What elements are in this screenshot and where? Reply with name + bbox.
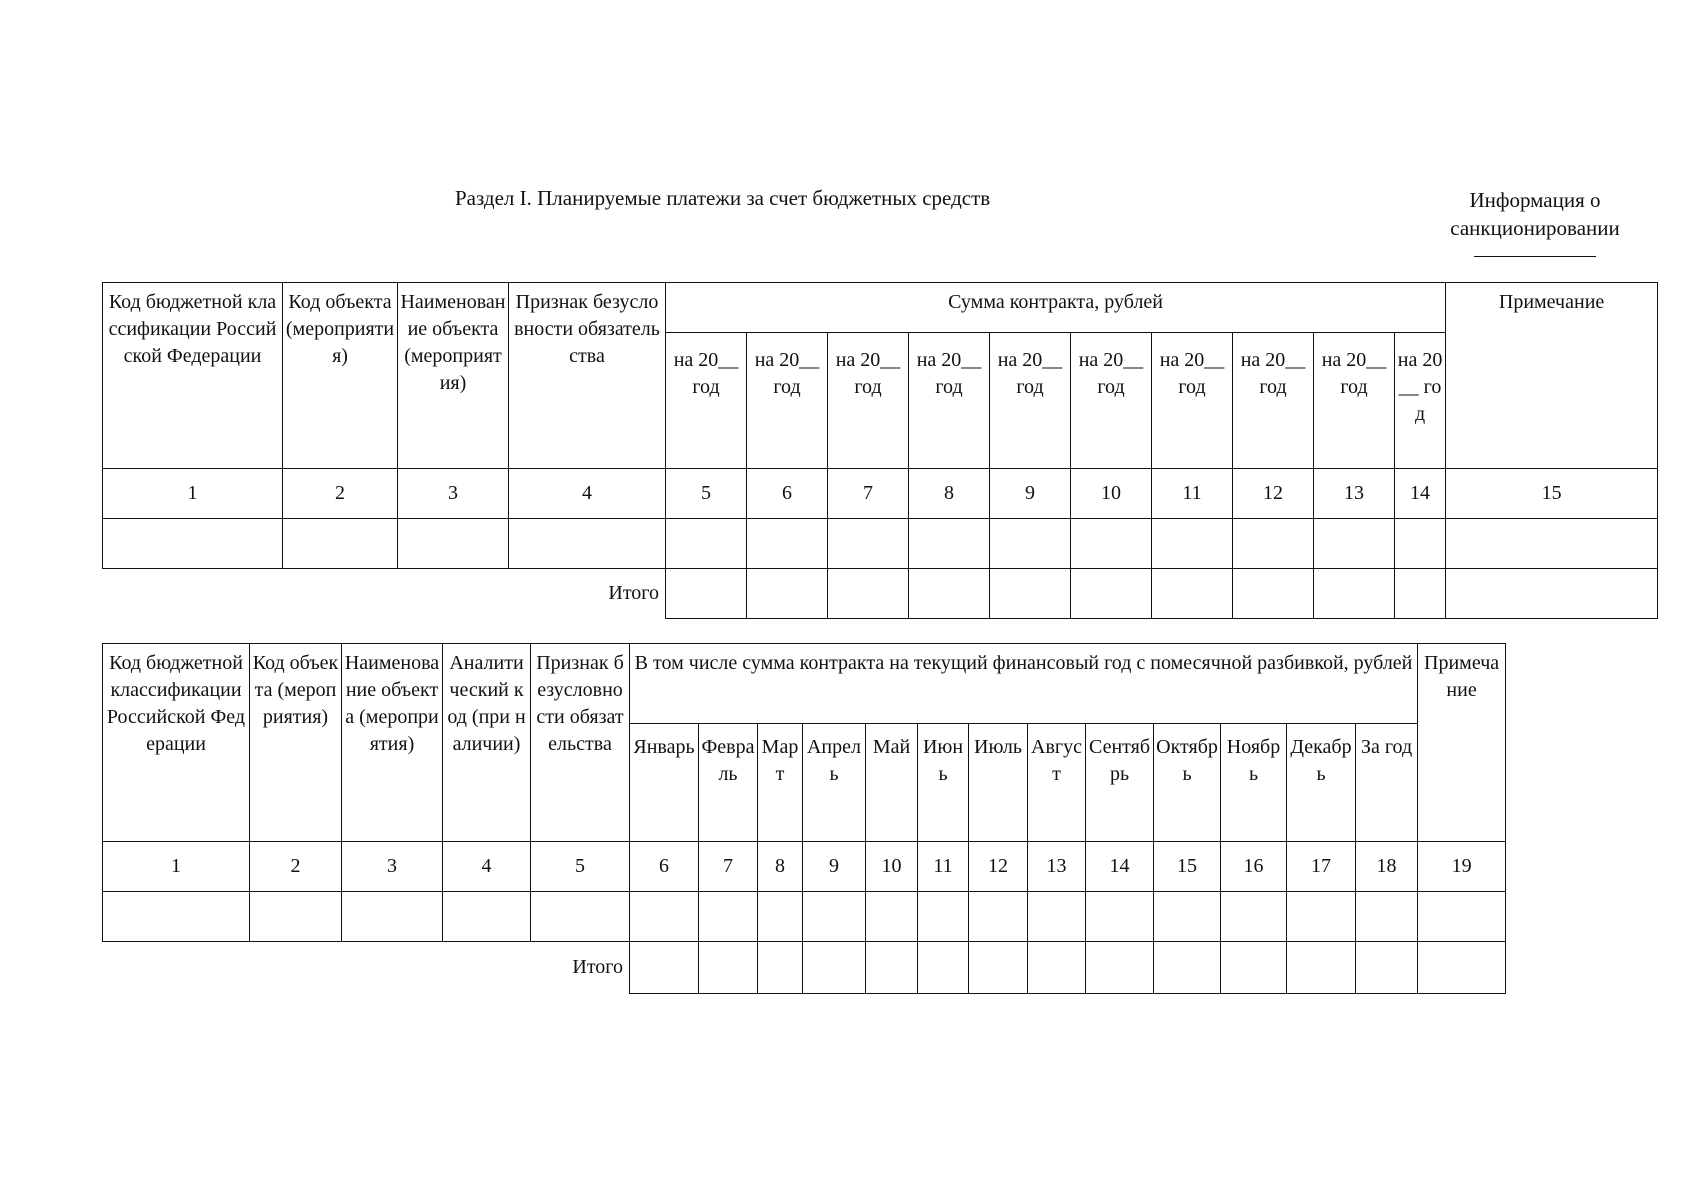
header-year-7: на 20__ год [1152, 333, 1233, 469]
data-cell[interactable] [918, 892, 969, 942]
header-year-9: на 20__ год [1314, 333, 1395, 469]
column-number: 11 [1152, 469, 1233, 519]
total-cell[interactable] [990, 569, 1071, 619]
column-number: 4 [509, 469, 666, 519]
total-cell[interactable] [1071, 569, 1152, 619]
table-row [103, 892, 1506, 942]
total-cell[interactable] [1418, 942, 1506, 994]
header-year-5: на 20__ год [990, 333, 1071, 469]
total-cell[interactable] [699, 942, 758, 994]
data-cell[interactable] [1356, 892, 1418, 942]
header-month-august: Август [1028, 724, 1086, 842]
total-row [103, 942, 1506, 994]
header-month-april: Апрель [803, 724, 866, 842]
total-cell[interactable] [630, 942, 699, 994]
data-cell[interactable] [747, 519, 828, 569]
header-note: Примечание [1446, 283, 1658, 469]
total-cell[interactable] [758, 942, 803, 994]
total-cell[interactable] [969, 942, 1028, 994]
column-number: 9 [990, 469, 1071, 519]
data-cell[interactable] [699, 892, 758, 942]
data-cell[interactable] [1446, 519, 1658, 569]
header-month-october: Октябрь [1154, 724, 1221, 842]
total-cell[interactable] [666, 569, 747, 619]
header-month-february: Февраль [699, 724, 758, 842]
header-object-name: Наименование объекта (мероприятия) [342, 644, 443, 842]
data-cell[interactable] [630, 892, 699, 942]
header-year-4: на 20__ год [909, 333, 990, 469]
column-number: 10 [866, 842, 918, 892]
column-number: 17 [1287, 842, 1356, 892]
header-month-january: Январь [630, 724, 699, 842]
data-cell[interactable] [803, 892, 866, 942]
data-cell[interactable] [1152, 519, 1233, 569]
total-cell[interactable] [1152, 569, 1233, 619]
total-cell[interactable] [909, 569, 990, 619]
header-month-march: Март [758, 724, 803, 842]
column-number: 1 [103, 842, 250, 892]
column-number: 2 [250, 842, 342, 892]
header-month-november: Ноябрь [1221, 724, 1287, 842]
data-cell[interactable] [1071, 519, 1152, 569]
data-cell[interactable] [1221, 892, 1287, 942]
header-month-june: Июнь [918, 724, 969, 842]
header-kbk: Код бюджетной классификации Российской Федерации [103, 283, 283, 469]
total-row [103, 569, 1658, 619]
sanction-info-underline [1474, 256, 1596, 257]
column-number: 14 [1086, 842, 1154, 892]
data-cell[interactable] [103, 519, 283, 569]
total-cell[interactable] [1028, 942, 1086, 994]
column-number: 16 [1221, 842, 1287, 892]
data-cell[interactable] [990, 519, 1071, 569]
total-cell[interactable] [1233, 569, 1314, 619]
total-cell[interactable] [747, 569, 828, 619]
header-year-1: на 20__ год [666, 333, 747, 469]
column-number: 3 [342, 842, 443, 892]
total-cell[interactable] [1356, 942, 1418, 994]
column-number: 2 [283, 469, 398, 519]
data-cell[interactable] [1086, 892, 1154, 942]
column-number: 5 [531, 842, 630, 892]
data-cell[interactable] [443, 892, 531, 942]
data-cell[interactable] [1314, 519, 1395, 569]
data-cell[interactable] [866, 892, 918, 942]
data-cell[interactable] [250, 892, 342, 942]
header-year-6: на 20__ год [1071, 333, 1152, 469]
data-cell[interactable] [1395, 519, 1446, 569]
header-object-name: Наименование объекта (мероприятия) [398, 283, 509, 469]
sanction-info-label: Информация о санкционировании [1450, 188, 1620, 240]
column-number: 3 [398, 469, 509, 519]
monthly-breakdown-table [102, 643, 1506, 994]
header-analytic-code: Аналитический код (при наличии) [443, 644, 531, 842]
column-number: 18 [1356, 842, 1418, 892]
total-cell[interactable] [1154, 942, 1221, 994]
header-kbk: Код бюджетной классификации Российской Федерации [103, 644, 250, 842]
total-cell[interactable] [1446, 569, 1658, 619]
header-month-may: Май [866, 724, 918, 842]
total-cell[interactable] [866, 942, 918, 994]
data-cell[interactable] [1028, 892, 1086, 942]
column-number: 8 [758, 842, 803, 892]
total-cell[interactable] [803, 942, 866, 994]
column-number: 19 [1418, 842, 1506, 892]
data-cell[interactable] [283, 519, 398, 569]
data-cell[interactable] [758, 892, 803, 942]
header-month-year-total: За год [1356, 724, 1418, 842]
data-cell[interactable] [342, 892, 443, 942]
planned-payments-table [102, 282, 1658, 619]
header-month-september: Сентябрь [1086, 724, 1154, 842]
data-cell[interactable] [531, 892, 630, 942]
data-cell[interactable] [1233, 519, 1314, 569]
column-number: 13 [1028, 842, 1086, 892]
column-number: 5 [666, 469, 747, 519]
data-cell[interactable] [398, 519, 509, 569]
column-number: 7 [699, 842, 758, 892]
section-title: Раздел I. Планируемые платежи за счет бюджетных средств [455, 186, 991, 210]
header-year-3: на 20__ год [828, 333, 909, 469]
column-number: 6 [630, 842, 699, 892]
data-cell[interactable] [828, 519, 909, 569]
data-cell[interactable] [1418, 892, 1506, 942]
column-number: 12 [1233, 469, 1314, 519]
column-number: 4 [443, 842, 531, 892]
data-cell[interactable] [666, 519, 747, 569]
data-cell[interactable] [509, 519, 666, 569]
column-number: 8 [909, 469, 990, 519]
header-object-code: Код объекта (мероприятия) [250, 644, 342, 842]
data-cell[interactable] [969, 892, 1028, 942]
header-unconditional-sign: Признак безусловности обязательства [531, 644, 630, 842]
column-number: 1 [103, 469, 283, 519]
column-number: 7 [828, 469, 909, 519]
total-cell[interactable] [918, 942, 969, 994]
total-cell[interactable] [828, 569, 909, 619]
total-cell[interactable] [1086, 942, 1154, 994]
header-year-8: на 20__ год [1233, 333, 1314, 469]
sanction-info [1430, 186, 1640, 257]
total-label: Итого [572, 956, 623, 979]
header-contract-sum: Сумма контракта, рублей [666, 283, 1446, 333]
total-cell[interactable] [1395, 569, 1446, 619]
header-unconditional-sign: Признак безусловности обязательства [509, 283, 666, 469]
column-number: 14 [1395, 469, 1446, 519]
header-object-code: Код объекта (мероприятия) [283, 283, 398, 469]
table-row [103, 519, 1658, 569]
total-cell[interactable] [1287, 942, 1356, 994]
data-cell[interactable] [909, 519, 990, 569]
header-year-2: на 20__ год [747, 333, 828, 469]
column-number: 12 [969, 842, 1028, 892]
total-label: Итого [608, 582, 659, 605]
data-cell[interactable] [1287, 892, 1356, 942]
header-month-july: Июль [969, 724, 1028, 842]
data-cell[interactable] [103, 892, 250, 942]
column-number: 15 [1154, 842, 1221, 892]
column-number: 9 [803, 842, 866, 892]
column-number: 11 [918, 842, 969, 892]
total-cell[interactable] [1221, 942, 1287, 994]
header-month-december: Декабрь [1287, 724, 1356, 842]
header-monthly-sum: В том числе сумма контракта на текущий финансовый год с помесячной разбивкой, рублей [630, 644, 1418, 724]
header-year-10: на 20__ год [1395, 333, 1446, 469]
column-number: 13 [1314, 469, 1395, 519]
column-number: 10 [1071, 469, 1152, 519]
column-number: 15 [1446, 469, 1658, 519]
column-number: 6 [747, 469, 828, 519]
total-cell[interactable] [1314, 569, 1395, 619]
header-note: Примечание [1418, 644, 1506, 842]
data-cell[interactable] [1154, 892, 1221, 942]
